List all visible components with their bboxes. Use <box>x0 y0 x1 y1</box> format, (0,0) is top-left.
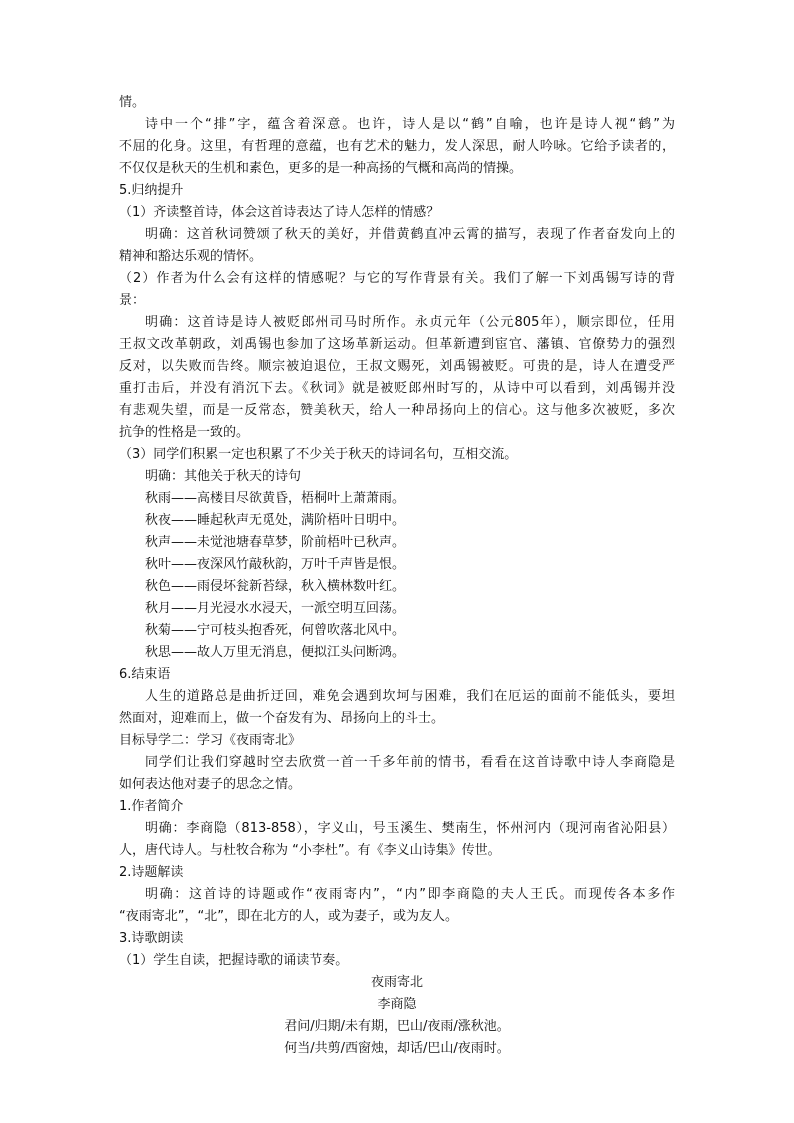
text-line: 反对，以失败而告终。顺宗被迫退位，王叔文赐死，刘禹锡被贬。可贵的是，诗人在遭受严 <box>119 359 675 374</box>
text-line: 有悲观失望，而是一反常态，赞美秋天，给人一种昂扬向上的信心。这与他多次被贬，多次 <box>119 403 675 418</box>
text-line: 同学们让我们穿越时空去欣赏一首一千多年前的情书，看看在这首诗歌中诗人李商隐是 <box>145 755 675 770</box>
text-line: 明确：其他关于秋天的诗句 <box>145 469 302 484</box>
text-line: 李商隐 <box>377 997 417 1012</box>
text-line: 3.诗歌朗读 <box>119 931 184 946</box>
text-line: 秋雨——高楼目尽欲黄昏，梧桐叶上萧萧雨。 <box>145 491 406 506</box>
text-line: 明确：这首秋词赞颂了秋天的美好，并借黄鹤直冲云霄的描写，表现了作者奋发向上的 <box>145 227 675 242</box>
text-line: 不仅仅是秋天的生机和素色，更多的是一种高扬的气概和高尚的情操。 <box>119 161 523 176</box>
text-line: 6.结束语 <box>119 667 171 682</box>
text-line: （3）同学们积累一定也积累了不少关于秋天的诗词名句，互相交流。 <box>119 447 518 462</box>
text-line: 明确：这首诗是诗人被贬郎州司马时所作。永贞元年（公元805年），顺宗即位，任用 <box>145 315 675 330</box>
text-line: 王叔文改革朝政，刘禹锡也参加了这场革新运动。但革新遭到宦官、藩镇、官僚势力的强烈 <box>119 337 675 352</box>
text-line: 景： <box>119 293 146 308</box>
text-line: 秋思——故人万里无消息，便拟江头问断鸿。 <box>145 645 406 660</box>
document-page <box>119 92 675 1060</box>
text-line: 不屈的化身。这里，有哲理的意蕴，也有艺术的魅力，发人深思，耐人吟咏。它给予读者的， <box>119 139 675 154</box>
text-line: 秋月——月光浸水水浸天，一派空明互回荡。 <box>145 601 406 616</box>
text-line: 秋色——雨侵坏瓮新苔绿，秋入横林数叶红。 <box>145 579 406 594</box>
text-line: 抗争的性格是一致的。 <box>119 425 250 440</box>
text-line: 秋叶——夜深风竹敲秋韵，万叶千声皆是恨。 <box>145 557 406 572</box>
text-line: 君问/归期/未有期，巴山/夜雨/涨秋池。 <box>284 1019 510 1034</box>
text-line: 明确：这首诗的诗题或作“夜雨寄内”，“内”即李商隐的夫人王氏。而现传各本多作 <box>145 887 675 902</box>
text-line: 人，唐代诗人。与杜牧合称为 “小李杜”。有《李义山诗集》传世。 <box>119 843 501 858</box>
text-line: 2.诗题解读 <box>119 865 184 880</box>
text-line: 人生的道路总是曲折迂回，难免会遇到坎坷与困难，我们在厄运的面前不能低头，要坦 <box>145 689 675 704</box>
text-line: 目标导学二：学习《夜雨寄北》 <box>119 733 302 748</box>
text-line: 明确：李商隐（813-858），字义山，号玉溪生、樊南生，怀州河内（现河南省沁阳县） <box>145 821 675 836</box>
text-line: 夜雨寄北 <box>370 975 423 990</box>
text-line: 精神和豁达乐观的情怀。 <box>119 249 263 264</box>
text-line: 5.归纳提升 <box>119 183 184 198</box>
text-line: 何当/共剪/西窗烛，却话/巴山/夜雨时。 <box>284 1041 510 1056</box>
text-line: （1）学生自读，把握诗歌的诵读节奏。 <box>119 953 349 968</box>
text-line: （1）齐读整首诗，体会这首诗表达了诗人怎样的情感？ <box>119 205 440 220</box>
text-line: （2）作者为什么会有这样的情感呢？与它的写作背景有关。我们了解一下刘禹锡写诗的背 <box>119 271 675 286</box>
text-line: 重打击后，并没有消沉下去。《秋词》就是被贬郎州时写的，从诗中可以看到，刘禹锡并没 <box>119 381 675 396</box>
text-line: 情。 <box>119 95 146 110</box>
text-line: 诗中一个“排”字，蕴含着深意。也许，诗人是以“鹤”自喻，也许是诗人视“鹤”为 <box>145 117 675 132</box>
text-line: 秋夜——睡起秋声无觅处，满阶梧叶日明中。 <box>145 513 406 528</box>
text-line: 秋菊——宁可枝头抱香死，何曾吹落北风中。 <box>145 623 406 638</box>
text-line: 1.作者简介 <box>119 799 184 814</box>
text-line: 然面对，迎难而上，做一个奋发有为、昂扬向上的斗士。 <box>119 711 445 726</box>
text-line: 如何表达他对妻子的思念之情。 <box>119 777 302 792</box>
text-line: 秋声——未觉池塘春草梦，阶前梧叶已秋声。 <box>145 535 406 550</box>
text-line: “夜雨寄北”，“北”，即在北方的人，或为妻子，或为友人。 <box>119 909 458 924</box>
